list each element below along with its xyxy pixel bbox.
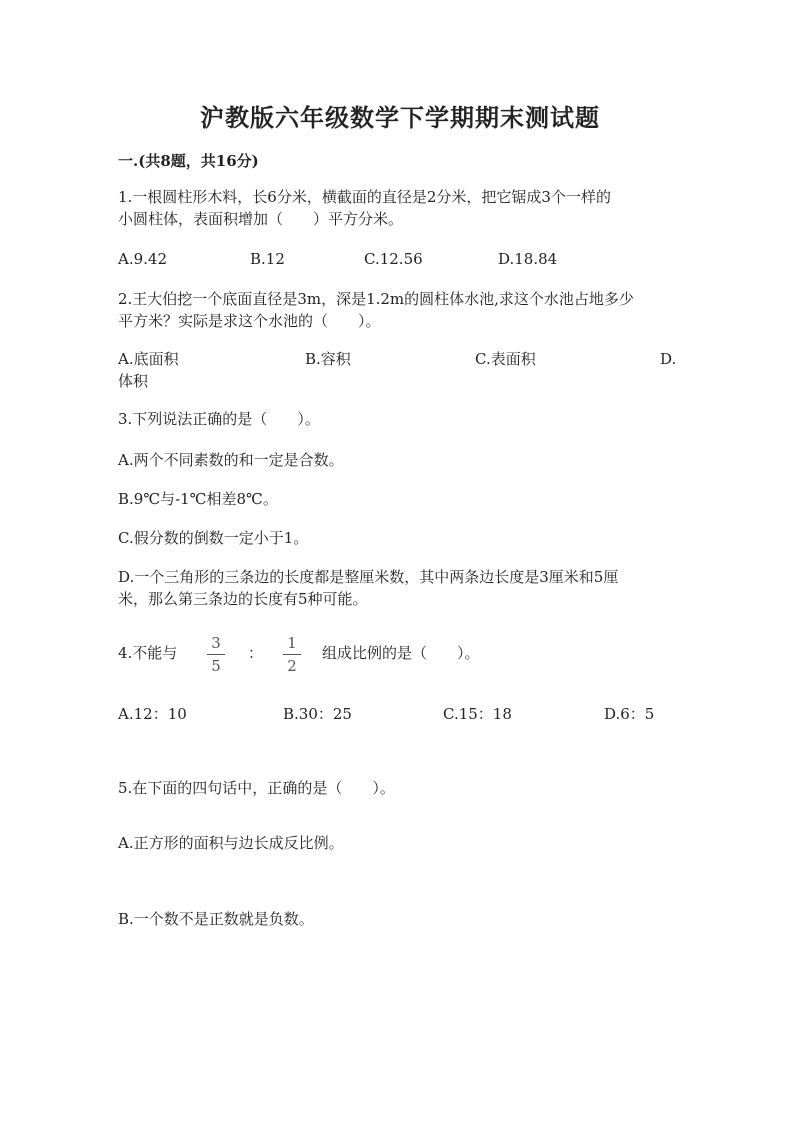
- q4-option-b: B.30：25: [283, 705, 352, 723]
- q3-option-b: B.9℃与-1℃相差8℃。: [118, 490, 278, 508]
- q4-option-a: A.12：10: [118, 705, 187, 723]
- q4-prefix: 4.不能与: [118, 644, 178, 662]
- q2-option-d-wrap: 体积: [118, 372, 149, 390]
- q4-option-d: D.6：5: [604, 705, 655, 723]
- q3-option-d-line2: 米，那么第三条边的长度有5种可能。: [118, 590, 368, 608]
- q1-line1: 1.一根圆柱形木料，长6分米，横截面的直径是2分米，把它锯成3个一样的: [118, 188, 611, 206]
- q1-option-c: C.12.56: [364, 250, 423, 268]
- q3-stem: 3.下列说法正确的是（ ）。: [118, 410, 320, 428]
- q4-fraction-1: [207, 634, 225, 675]
- q3-option-d-line1: D.一个三角形的三条边的长度都是整厘米数，其中两条边长度是3厘米和5厘: [118, 568, 619, 586]
- q4-fraction-1-denominator: 5: [211, 657, 221, 675]
- q2-option-b: B.容积: [305, 350, 351, 368]
- q4-fraction-1-numerator: 3: [211, 634, 221, 652]
- q5-option-b: B.一个数不是正数就是负数。: [118, 910, 314, 928]
- section-heading: 一.(共8题，共16分): [118, 152, 259, 170]
- q2-line2: 平方米？实际是求这个水池的（ ）。: [118, 312, 381, 330]
- q4-fraction-2: [283, 634, 301, 675]
- q1-option-d: D.18.84: [498, 250, 558, 268]
- q1-line2: 小圆柱体，表面积增加（ ）平方分米。: [118, 210, 404, 228]
- q4-colon: ：: [248, 644, 264, 662]
- q5-option-a: A.正方形的面积与边长成反比例。: [118, 834, 344, 852]
- q4-fraction-2-denominator: 2: [287, 657, 297, 675]
- q1-option-b: B.12: [250, 250, 285, 268]
- fraction-bar: [207, 654, 225, 655]
- q4-option-c: C.15：18: [443, 705, 512, 723]
- q3-option-a: A.两个不同素数的和一定是合数。: [118, 451, 344, 469]
- q4-suffix: 组成比例的是（ ）。: [322, 644, 480, 662]
- q2-option-c: C.表面积: [475, 350, 536, 368]
- q5-stem: 5.在下面的四句话中，正确的是（ ）。: [118, 779, 395, 797]
- q4-fraction-2-numerator: 1: [287, 634, 297, 652]
- q2-option-d: D.: [660, 350, 677, 368]
- q1-option-a: A.9.42: [118, 250, 167, 268]
- fraction-bar: [283, 654, 301, 655]
- q2-option-a: A.底面积: [118, 350, 179, 368]
- q2-line1: 2.王大伯挖一个底面直径是3m，深是1.2m的圆柱体水池,求这个水池占地多少: [118, 290, 634, 308]
- q3-option-c: C.假分数的倒数一定小于1。: [118, 529, 309, 547]
- page-title: 沪教版六年级数学下学期期末测试题: [200, 103, 600, 132]
